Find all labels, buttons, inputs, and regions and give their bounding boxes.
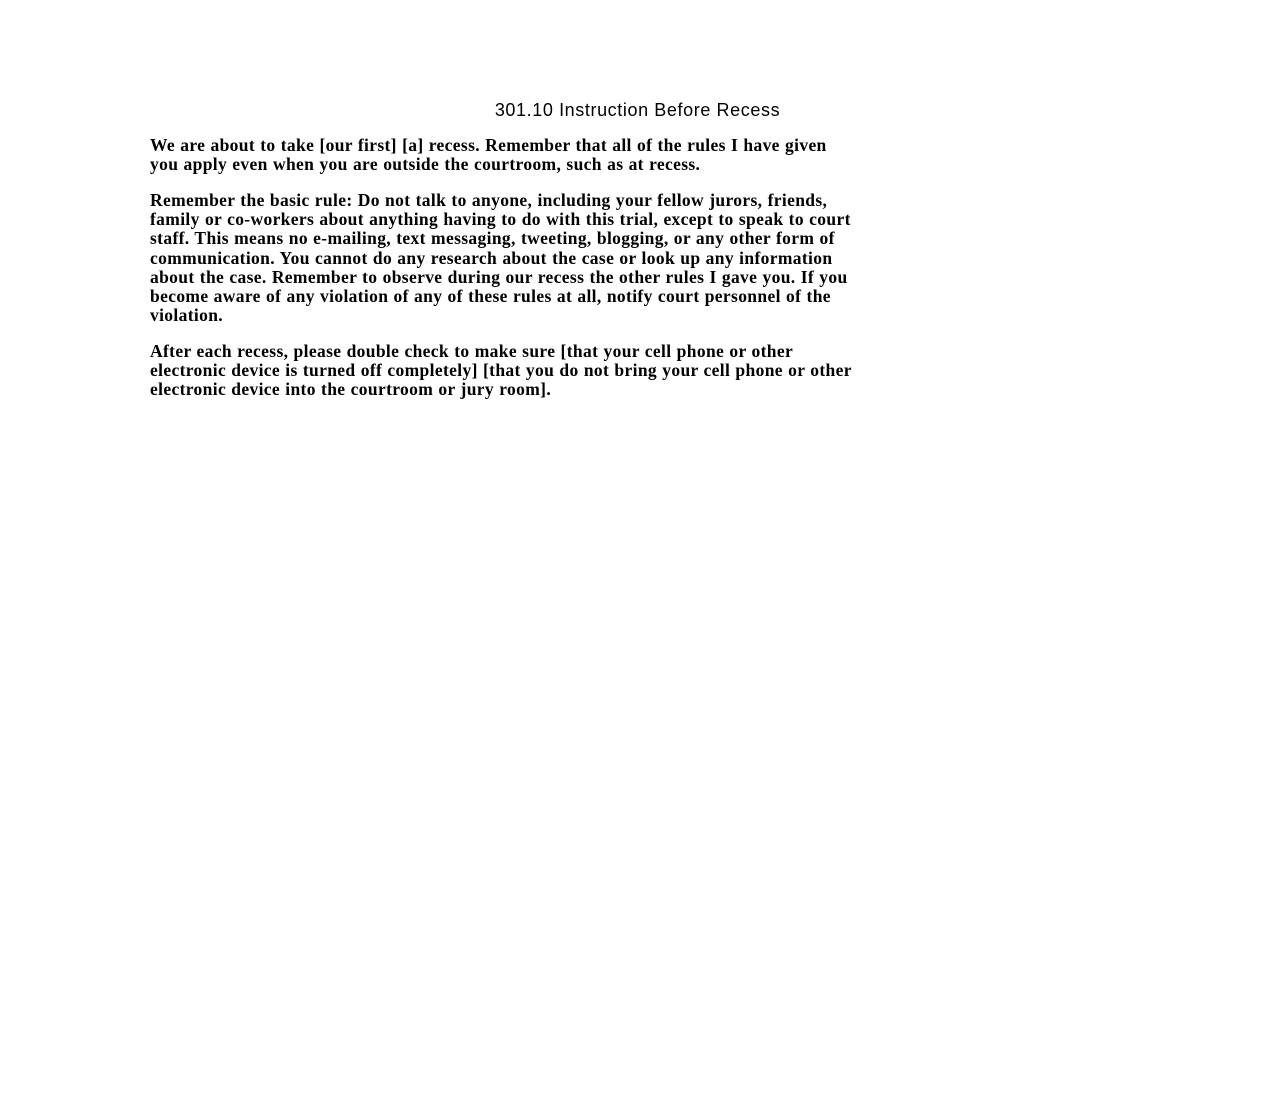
paragraph-recess-intro: We are about to take [our first] [a] recess. Remember that all of the rules I have given you apply even when you are outside the courtroom, such as at recess. — [150, 135, 827, 175]
paragraph-after-recess: After each recess, please double check to make sure [that your cell phone or other electronic device is turned off completely] [that you do not bring your cell phone or other electronic device into the courtroom or jury room]. — [150, 341, 852, 400]
paragraph-basic-rule: Remember the basic rule: Do not talk to anyone, including your fellow jurors, friends, family or co-workers about anything having to do with this trial, except to speak to court staff. This means no e-mailing, text messaging, tweeting, blogging, or any other form of communication. You cannot do any research about the case or look up any information about the case. Remember to observe during our recess the other rules I gave you. If you become aware of any violation of any of these rules at all, notify court personnel of the violation. — [150, 190, 851, 326]
document-title: 301.10 Instruction Before Recess — [494, 100, 781, 120]
